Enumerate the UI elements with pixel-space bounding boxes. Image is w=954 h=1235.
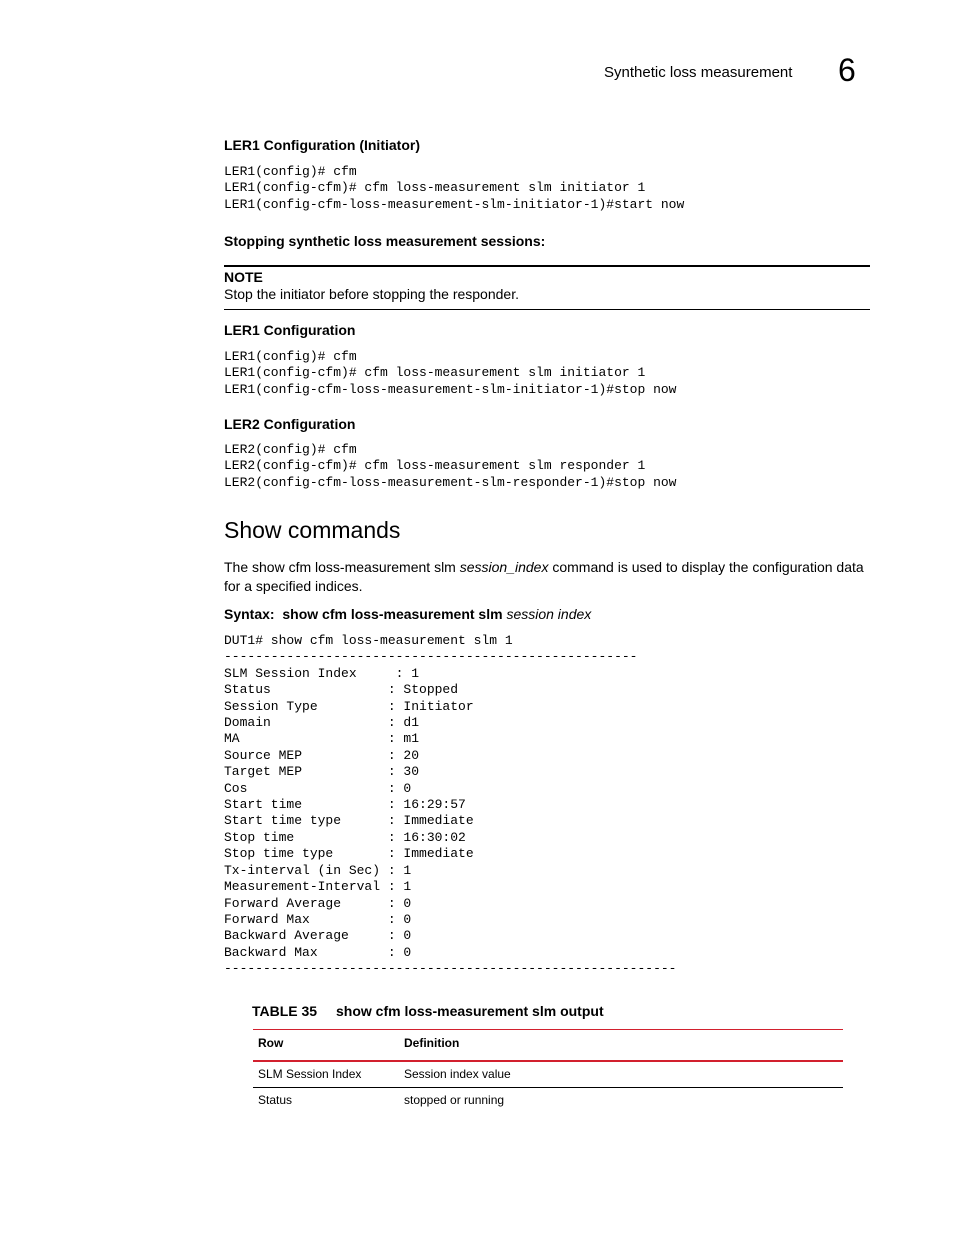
ler1-config-heading: LER1 Configuration — [224, 322, 356, 338]
note-top-rule — [224, 265, 870, 267]
table-row — [253, 1061, 843, 1088]
para-session-index-param: session_index — [459, 559, 549, 575]
table-cell-row: Status — [258, 1093, 293, 1107]
header-row-col: Row — [253, 1030, 399, 1062]
table-cell-definition: Session index value — [399, 1061, 843, 1088]
show-commands-paragraph — [224, 558, 874, 596]
ler1-initiator-code: LER1(config)# cfm LER1(config-cfm)# cfm loss-measurement slm initiator 1 LER1(config-cfm-loss-measurement-slm-initiator-1)#start now — [224, 164, 685, 212]
table-number: TABLE 35 — [252, 1003, 318, 1019]
table-cell-definition: stopped or running — [404, 1093, 505, 1107]
ler2-stop-code: LER2(config)# cfm LER2(config-cfm)# cfm loss-measurement slm responder 1 LER2(config-cfm-loss-measurement-slm-responder-1)#stop now — [224, 442, 677, 490]
ler1-initiator-heading: LER1 Configuration (Initiator) — [224, 137, 420, 153]
ler1-stop-code: LER1(config)# cfm LER1(config-cfm)# cfm loss-measurement slm initiator 1 LER1(config-cfm-loss-measurement-slm-initiator-1)#stop now — [224, 349, 677, 397]
table-title: show cfm loss-measurement slm output — [336, 1003, 604, 1019]
slm-output-table — [253, 1029, 843, 1113]
stopping-sessions-heading: Stopping synthetic loss measurement sessions: — [224, 233, 546, 249]
show-commands-heading: Show commands — [224, 517, 401, 543]
table-header-row — [253, 1030, 843, 1062]
note-bottom-rule — [224, 309, 870, 310]
para-text-start: The show cfm loss-measurement slm — [224, 559, 460, 575]
syntax-command: show cfm loss-measurement slm — [282, 606, 503, 622]
page-header-title: Synthetic loss measurement — [604, 64, 793, 81]
syntax-label: Syntax: — [224, 606, 275, 622]
ler2-config-heading: LER2 Configuration — [224, 416, 356, 432]
table-row — [253, 1088, 843, 1114]
syntax-param: session index — [506, 606, 592, 622]
table-caption — [252, 1003, 604, 1019]
header-definition-col: Definition — [399, 1030, 843, 1062]
chapter-number: 6 — [838, 52, 856, 88]
para-text-end: command is used to display the configuration data for a specified indices. — [224, 559, 864, 594]
note-text: Stop the initiator before stopping the responder. — [224, 286, 519, 302]
note-label: NOTE — [224, 269, 263, 285]
table-cell-row: SLM Session Index — [253, 1061, 399, 1088]
syntax-line — [224, 606, 591, 622]
show-output-code: DUT1# show cfm loss-measurement slm 1 ----------------------------------------------------- SLM Session Index : 1 Status : Stopped Session Type : Initiator Domain : d1 MA : m1 Source MEP : 20 Target MEP : 30 Cos : 0 Start time : 16:29:57 Start time type : Immediate Stop time : 16:30:02 Stop time type : Immediate Tx-interval (in Sec) : 1 Measurement-Interval : 1 Forward Average : 0 Forward Max : 0 Backward Average : 0 Backward Max : 0 ---------------------------------------------------------- — [224, 633, 677, 977]
